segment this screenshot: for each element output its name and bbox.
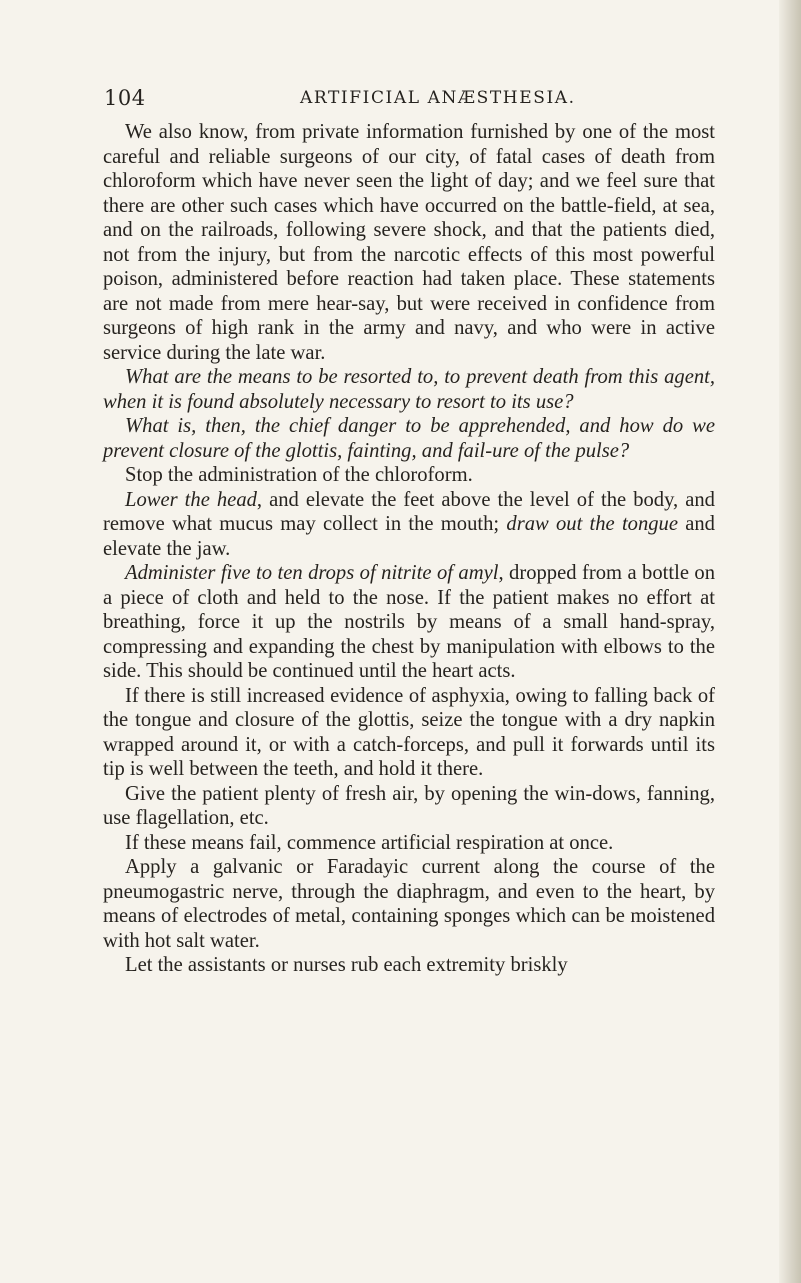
paragraph-stop-administration-text: Stop the administration of the chloroform. [125,464,473,486]
paragraph-1 [103,120,715,365]
paragraph-asphyxia-text: If there is still increased evidence of asphyxia, owing to falling back of the tongue and closure of the glottis, seize the tongue with a dry napkin wrapped around it, or with a catch-forceps, and pull it forwards until its tip is well between the teeth, and hold it there. [103,684,715,780]
paragraph-fresh-air [103,782,715,831]
paragraph-assistants [103,953,715,978]
running-title: ARTIFICIAL ANÆSTHESIA. [300,88,576,108]
paragraph-question-1 [103,365,715,414]
emphasis-lower-head: Lower the head [125,488,257,511]
paragraph-galvanic-current [103,855,715,953]
paragraph-question-2 [103,414,715,463]
emphasis-draw-tongue: draw out the tongue [506,513,678,535]
page-header [104,86,704,116]
paragraph-artificial-respiration-text: If these means fail, commence artificial respiration at once. [125,831,614,854]
paragraph-amyl-nitrite-text: , dropped from a bottle on a piece of cloth and held to the nose. If the patient makes no effort at breathing, force it up the nostrils by means of a small hand-spray, compressing and expanding the chest by manipulation with elbows to the side. This should be continued until the heart acts. [103,562,715,682]
paragraph-1-text: We also know, from private information furnished by one of the most careful and reliable surgeons of our city, of fatal cases of death from chloroform which have never seen the light of day; and we feel sure that there are other such cases which have occurred on the battle-field, at sea, and on the railroads, following severe shock, and that the patients died, not from the injury, but from the narcotic effects of this most powerful poison, administered before reaction had taken place. These statements are not made from mere hear-say, but were received in confidence from surgeons of high rank in the army and navy, and who were in active service during the late war. [103,121,715,364]
emphasis-amyl-nitrite: Administer five to ten drops of nitrite of amyl [125,562,499,584]
page-number: 104 [104,86,146,110]
paragraph-asphyxia [103,684,715,782]
paragraph-lower-head-text-1: , and elevate the feet above the level of the body, and remove what mucus may collect in the mouth; [103,488,715,535]
paragraph-amyl-nitrite [103,561,715,684]
paragraph-question-2-text: What is, then, the chief danger to be apprehended, and how do we prevent closure of the glottis, fainting, and fail-ure of the pulse? [103,415,715,462]
paragraph-lower-head [103,488,715,562]
paragraph-fresh-air-text: Give the patient plenty of fresh air, by opening the win-dows, fanning, use flagellation, etc. [103,782,715,829]
body-text [103,120,715,978]
paragraph-stop-administration [103,463,715,488]
paragraph-assistants-text: Let the assistants or nurses rub each extremity briskly [125,954,568,976]
paragraph-artificial-respiration [103,831,715,856]
paragraph-lower-head-text-2: and elevate the jaw. [103,513,715,560]
paragraph-question-1-text: What are the means to be resorted to, to prevent death from this agent, when it is found absolutely necessary to resort to its use? [103,366,715,413]
paragraph-galvanic-current-text: Apply a galvanic or Faradayic current along the course of the pneumogastric nerve, through the diaphragm, and even to the heart, by means of electrodes of metal, containing sponges which can be moistened with hot salt water. [103,856,715,952]
page-edge-shadow [779,0,801,1283]
